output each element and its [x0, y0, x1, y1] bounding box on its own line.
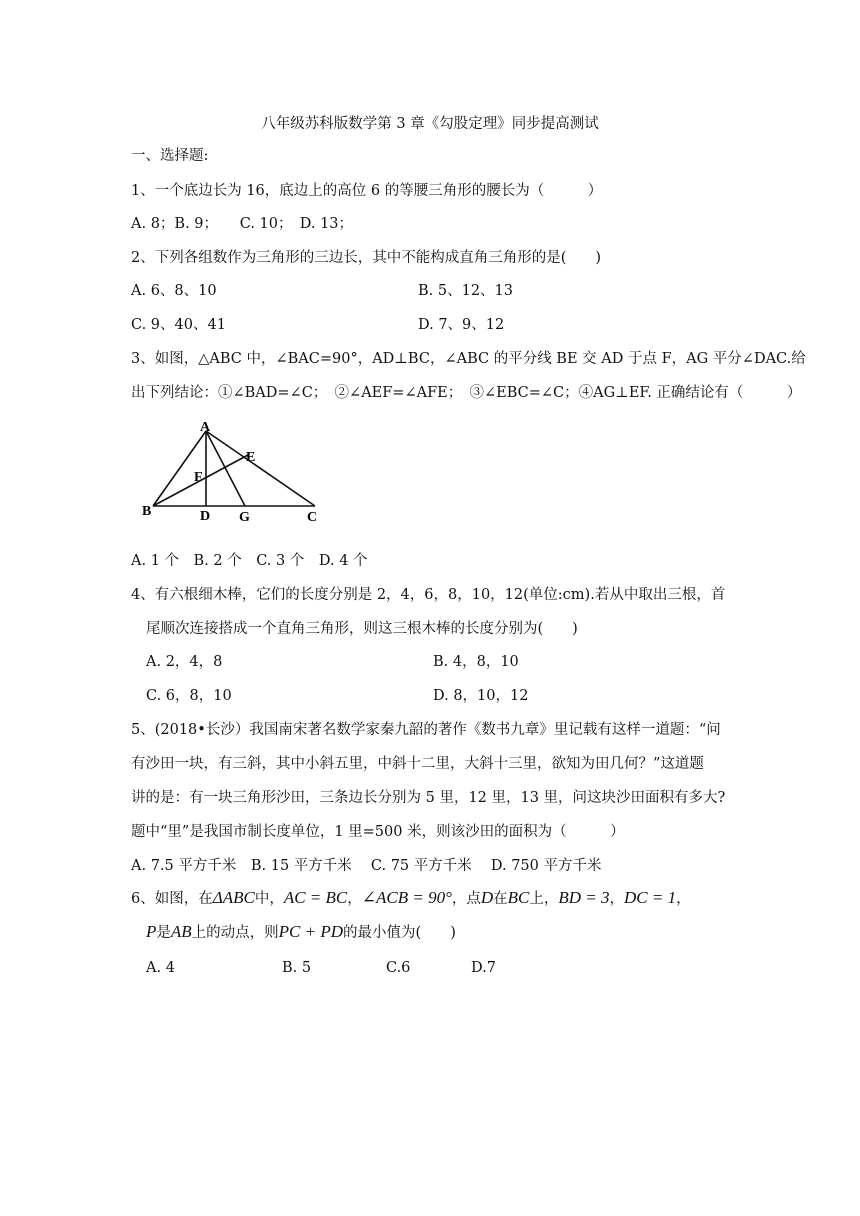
q5-line1: 5、(2018•长沙）我国南宋著名数学家秦九韶的著作《数书九章》里记载有这样一道题：“问 — [131, 722, 721, 738]
q2-stem: 2、下列各组数作为三角形的三边长，其中不能构成直角三角形的是( ) — [131, 250, 602, 266]
q6-equation: AC = BC — [283, 888, 348, 907]
q6-text: 中， — [254, 891, 284, 907]
q6-option-d: D.7 — [471, 960, 496, 976]
q6-text: 6、如图，在 — [131, 891, 213, 907]
q6-text: 上， — [529, 891, 559, 907]
section-heading: 一、选择题: — [131, 148, 209, 164]
q6-stem-line1 — [131, 888, 691, 909]
q6-text: ， — [676, 891, 691, 907]
q4-option-c: C. 6，8，10 — [146, 688, 232, 704]
q6-option-b: B. 5 — [282, 960, 312, 976]
q3-stem-line1: 3、如图，△ABC 中，∠BAC=90°，AD⊥BC，∠ABC 的平分线 BE 交 AD 于点 F，AG 平分∠DAC.给 — [131, 351, 806, 367]
q2-option-d: D. 7、9、12 — [418, 317, 505, 333]
q4-option-b: B. 4，8，10 — [433, 654, 519, 670]
q4-option-d: D. 8，10，12 — [433, 688, 529, 704]
q6-stem-line2 — [146, 922, 456, 943]
q6-triangle-name: ΔABC — [212, 888, 255, 907]
q5-line4: 题中“里”是我国市制长度单位，1 里=500 米，则该沙田的面积为（ ） — [131, 824, 625, 840]
q6-equation: ∠ACB = 90° — [361, 888, 452, 907]
figure-label-f: F — [194, 470, 203, 485]
q6-text: 上的动点，则 — [191, 925, 279, 941]
q6-text: ， — [347, 891, 362, 907]
q5-options: A. 7.5 平方千米 B. 15 平方千米 C. 75 平方千米 D. 750 平方千米 — [131, 858, 602, 874]
q1-stem: 1、一个底边长为 16，底边上的高位 6 的等腰三角形的腰长为（ ） — [131, 183, 603, 199]
q6-segment: AB — [170, 922, 192, 941]
q6-equation: BD = 3 — [558, 888, 610, 907]
q2-option-c: C. 9、40、41 — [131, 317, 226, 333]
q4-option-a: A. 2，4，8 — [146, 654, 223, 670]
q6-text: ， — [609, 891, 625, 907]
figure-label-d: D — [200, 509, 211, 524]
q5-line2: 有沙田一块，有三斜，其中小斜五里，中斜十二里，大斜十三里，欲知为田几何？”这道题 — [131, 756, 704, 772]
q6-text: 是 — [156, 925, 171, 941]
q3-triangle-figure — [135, 415, 335, 525]
q6-point: D — [480, 888, 494, 907]
q4-stem-line2: 尾顺次连接搭成一个直角三角形，则这三根木棒的长度分别为( ) — [146, 621, 578, 637]
q6-text: ，点 — [451, 891, 481, 907]
figure-label-b: B — [142, 504, 152, 519]
q4-stem-line1: 4、有六根细木棒，它们的长度分别是 2，4，6，8，10，12(单位:cm).若从中取出三根，首 — [131, 587, 726, 603]
page-title: 八年级苏科版数学第 3 章《勾股定理》同步提高测试 — [261, 116, 599, 132]
q6-option-c: C.6 — [386, 960, 411, 976]
q2-option-b: B. 5、12、13 — [418, 283, 514, 299]
q3-options: A. 1 个 B. 2 个 C. 3 个 D. 4 个 — [131, 553, 368, 569]
figure-label-a: A — [200, 420, 211, 435]
q3-stem-line2: 出下列结论：①∠BAD=∠C； ②∠AEF=∠AFE； ③∠EBC=∠C；④AG⊥EF. 正确结论有（ ） — [131, 385, 802, 401]
figure-label-c: C — [307, 510, 318, 525]
q6-option-a: A. 4 — [146, 960, 175, 976]
figure-label-e: E — [246, 450, 256, 465]
q6-segment: BC — [507, 888, 530, 907]
q6-text: 在 — [493, 891, 508, 907]
q2-option-a: A. 6、8、10 — [131, 283, 217, 299]
q5-line3: 讲的是：有一块三角形沙田，三条边长分别为 5 里，12 里，13 里，问这块沙田面积有多大? — [131, 790, 726, 806]
q6-equation: DC = 1 — [624, 888, 677, 907]
q6-point: P — [146, 922, 157, 941]
q6-text: 的最小值为( ) — [343, 925, 456, 941]
q1-options: A. 8；B. 9； C. 10； D. 13； — [131, 216, 354, 232]
q6-expression: PC + PD — [278, 922, 344, 941]
figure-label-g: G — [239, 510, 250, 525]
